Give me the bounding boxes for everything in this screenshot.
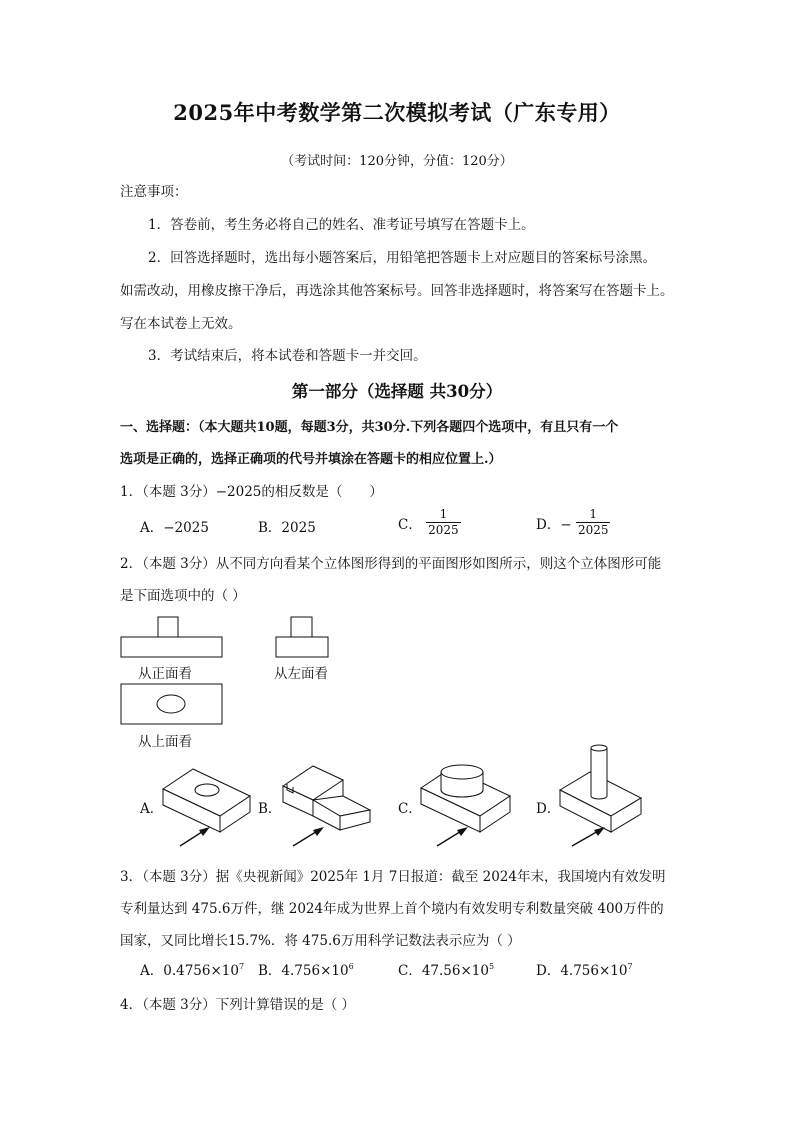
section-title: 第一部分（选择题 共30分）: [291, 382, 503, 401]
q3-stem-1: 3．（本题 3分）据《央视新闻》2025年 1月 7日报道：截至 2024年末，我国境内有效发明: [120, 869, 666, 885]
q3-option-a-exponent: 7: [238, 962, 245, 971]
q1-option-a: A．−2025: [140, 520, 209, 536]
q3-option-d-exponent: 7: [627, 962, 633, 971]
q2-option-c-label: C．: [398, 801, 422, 817]
section-instruction-2: 选项是正确的，选择正确项的代号并填涂在答题卡的相应位置上.）: [120, 452, 502, 467]
exam-info: （考试时间：120分钟，分值：120分）: [281, 154, 513, 169]
q2-option-c-figure: [415, 760, 515, 850]
q3-option-c-base: C．47.56×10: [398, 963, 489, 979]
q3-option-a: [140, 959, 244, 979]
q3-option-c-exponent: 5: [488, 962, 495, 971]
q1-option-d-label: D．−: [536, 516, 572, 533]
fraction-denominator: 2025: [577, 522, 609, 537]
q4-stem: 4．（本题 3分）下列计算错误的是（ ）: [120, 997, 356, 1013]
q1-stem: 1．（本题 3分）−2025的相反数是（ ）: [120, 484, 383, 500]
top-view-figure: [118, 682, 226, 727]
q2-option-d-figure: [556, 760, 656, 850]
front-view-label: 从正面看: [138, 666, 192, 682]
fraction-numerator: 1: [589, 507, 598, 521]
q1-option-c-fraction: [426, 508, 461, 538]
left-view-figure: [273, 615, 333, 660]
q1-option-d: [536, 508, 610, 538]
note-item-2-end: 写在本试卷上无效。: [120, 316, 242, 332]
q3-option-b-base: B．4.756×10: [258, 963, 349, 979]
front-view-figure: [118, 615, 226, 660]
notes-heading: 注意事项：: [120, 184, 188, 200]
note-item-1: 1．答卷前，考生务必将自己的姓名、准考证号填写在答题卡上。: [148, 217, 535, 233]
q1-option-c-label: C．: [398, 516, 422, 533]
note-item-2: 2．回答选择题时，选出每小题答案后，用铅笔把答题卡上对应题目的答案标号涂黑。: [148, 250, 657, 266]
q3-option-b: [258, 959, 354, 979]
q2-option-b-label: B．: [258, 801, 282, 817]
top-view-label: 从上面看: [138, 734, 192, 750]
q2-option-a-figure: [155, 760, 255, 850]
q3-stem-2: 专利量达到 475.6万件，继 2024年成为世界上首个境内有效发明专利数量突破 400万件的: [120, 901, 664, 917]
q3-option-c: [398, 959, 494, 979]
fraction-numerator: 1: [439, 507, 448, 521]
left-view-label: 从左面看: [274, 666, 328, 682]
q2-stem-1: 2．（本题 3分）从不同方向看某个立体图形得到的平面图形如图所示，则这个立体图形可能: [120, 556, 662, 572]
q1-option-c: [398, 508, 461, 538]
q1-option-b: B．2025: [258, 520, 316, 536]
q3-stem-3: 国家，又同比增长15.7%．将 475.6万用科学记数法表示应为（ ）: [120, 933, 521, 949]
note-item-3: 3．考试结束后，将本试卷和答题卡一并交回。: [148, 348, 427, 364]
page-title: 2025年中考数学第二次模拟考试（广东专用）: [173, 100, 621, 125]
note-item-2-cont: 如需改动，用橡皮擦干净后，再选涂其他答案标号。回答非选择题时，将答案写在答题卡上。: [120, 283, 674, 299]
q1-option-d-fraction: [576, 508, 611, 538]
q3-option-d: [536, 959, 633, 979]
q2-stem-2: 是下面选项中的（ ）: [120, 588, 246, 604]
q2-option-a-label: A．: [140, 801, 164, 817]
q3-option-b-exponent: 6: [348, 962, 354, 971]
q3-option-a-base: A．0.4756×10: [140, 963, 239, 979]
q2-option-d-label: D．: [536, 801, 561, 817]
fraction-denominator: 2025: [428, 522, 459, 537]
section-instruction-1: 一、选择题：（本大题共10题，每题3分，共30分.下列各题四个选项中，有且只有一个: [120, 420, 619, 435]
q2-option-b-figure: [275, 760, 375, 850]
q3-option-d-base: D．4.756×10: [536, 963, 628, 979]
